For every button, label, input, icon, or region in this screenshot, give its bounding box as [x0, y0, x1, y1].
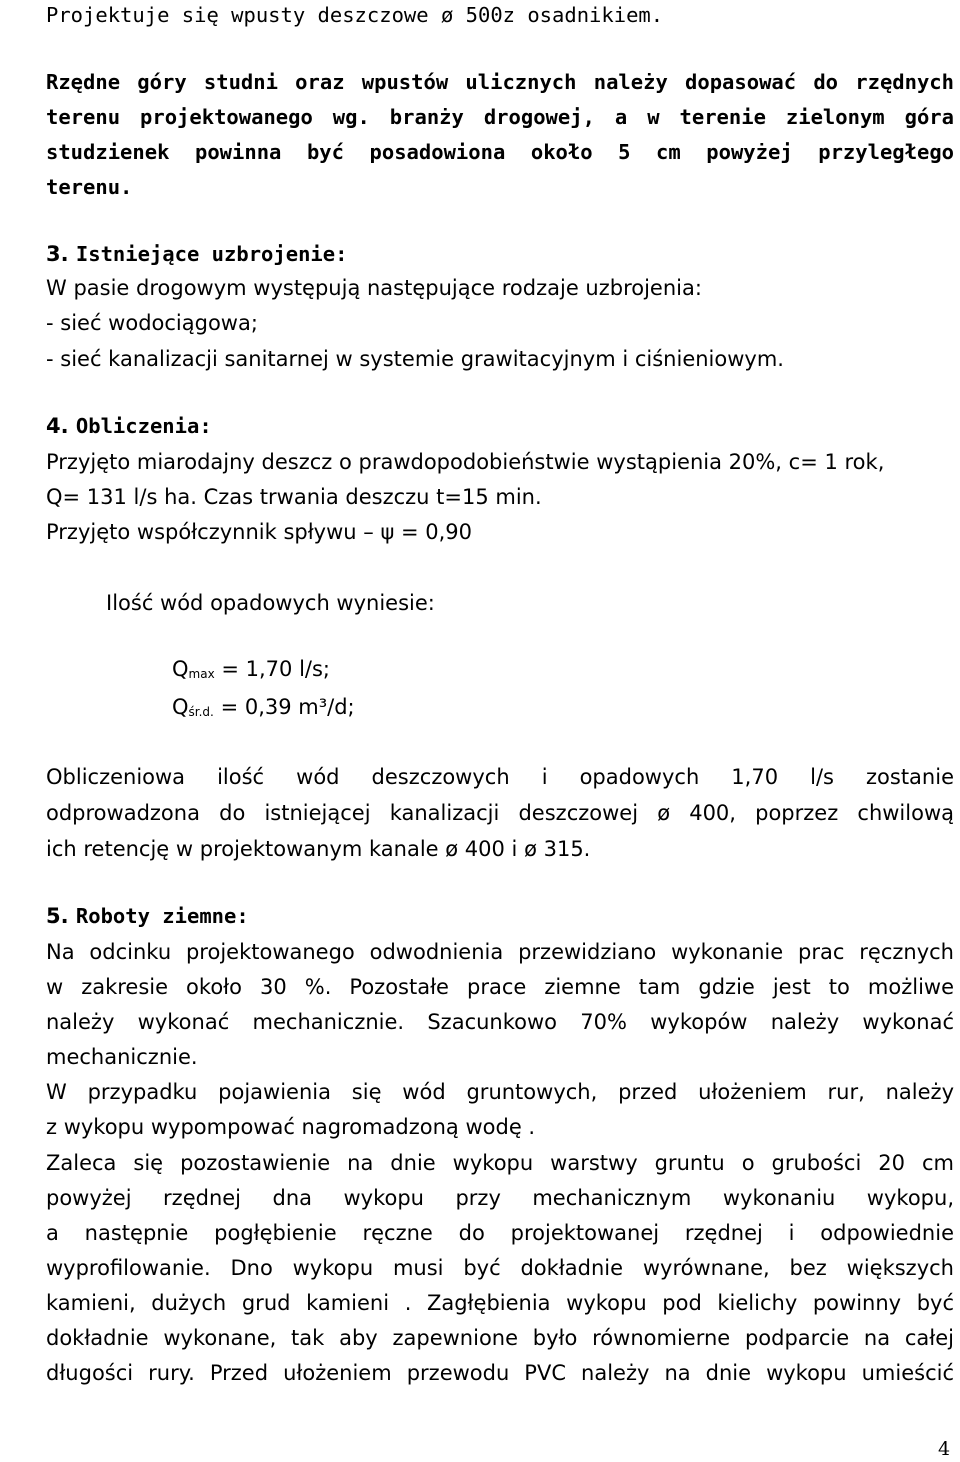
section-5-line-10: wyprofilowanie. Dno wykopu musi być dokładnie wyrównane, bez większych [46, 1256, 954, 1280]
conclusion-line-1: Obliczeniowa ilość wód deszczowych i opadowych 1,70 l/s zostanie [46, 765, 954, 789]
section-3-title: Istniejące uzbrojenie: [75, 242, 348, 266]
qmax-subscript: max [188, 667, 215, 681]
section-5-line-5: W przypadku pojawienia się wód gruntowych, przed ułożeniem rur, należy [46, 1080, 954, 1104]
qsr-subscript: śr.d. [188, 705, 214, 719]
section-5-line-9: a następnie pogłębienie ręczne do projektowanej rzędnej i odpowiednie [46, 1221, 954, 1245]
qmax-symbol: Q [172, 657, 189, 681]
section-5-line-7: Zaleca się pozostawienie na dnie wykopu warstwy gruntu o grubości 20 cm [46, 1151, 954, 1175]
section-4-title: Obliczenia: [75, 414, 212, 438]
section-3-line-1: W pasie drogowym występują następujące rodzaje uzbrojenia: [46, 276, 702, 300]
intro-line-5: terenu. [46, 175, 133, 199]
section-3-line-2: - sieć wodociągowa; [46, 311, 258, 335]
section-4-number: 4. [46, 414, 69, 438]
section-4-line-2: Q= 131 l/s ha. Czas trwania deszczu t=15 min. [46, 485, 542, 509]
section-4-line-3: Przyjęto współczynnik spływu – ψ = 0,90 [46, 520, 472, 544]
qsr-formula [172, 694, 355, 723]
qmax-formula [172, 656, 330, 685]
section-5-line-8: powyżej rzędnej dna wykopu przy mechanicznym wykonaniu wykopu, [46, 1186, 954, 1210]
section-3-number: 3. [46, 242, 69, 266]
page-number: 4 [938, 1438, 951, 1460]
rainwater-subheading: Ilość wód opadowych wyniesie: [106, 591, 435, 615]
conclusion-line-2: odprowadzona do istniejącej kanalizacji deszczowej ø 400, poprzez chwilową [46, 801, 954, 825]
section-5-heading [46, 903, 249, 929]
qsr-symbol: Q [172, 695, 189, 719]
intro-line-4: studzienek powinna być posadowiona około 5 cm powyżej przyległego [46, 140, 954, 164]
section-5-line-1: Na odcinku projektowanego odwodnienia przewidziano wykonanie prac ręcznych [46, 940, 954, 964]
section-3-line-3: - sieć kanalizacji sanitarnej w systemie grawitacyjnym i ciśnieniowym. [46, 347, 784, 371]
section-5-number: 5. [46, 904, 69, 928]
section-5-line-13: długości rury. Przed ułożeniem przewodu PVC należy na dnie wykopu umieścić [46, 1361, 954, 1385]
conclusion-line-3: ich retencję w projektowanym kanale ø 400 i ø 315. [46, 837, 591, 861]
section-5-line-2: w zakresie około 30 %. Pozostałe prace ziemne tam gdzie jest to możliwe [46, 975, 954, 999]
section-5-title: Roboty ziemne: [75, 904, 249, 928]
intro-line-2: Rzędne góry studni oraz wpustów ulicznych należy dopasować do rzędnych [46, 70, 954, 94]
section-5-line-4: mechanicznie. [46, 1045, 198, 1069]
section-5-line-12: dokładnie wykonane, tak aby zapewnione było równomierne podparcie na całej [46, 1326, 954, 1350]
section-5-line-3: należy wykonać mechanicznie. Szacunkowo 70% wykopów należy wykonać [46, 1010, 954, 1034]
qsr-value: = 0,39 m³/d; [220, 695, 355, 719]
section-3-heading [46, 241, 347, 267]
section-5-line-6: z wykopu wypompować nagromadzoną wodę . [46, 1115, 536, 1139]
section-4-line-1: Przyjęto miarodajny deszcz o prawdopodobieństwie wystąpienia 20%, c= 1 rok, [46, 450, 885, 474]
section-4-heading [46, 413, 212, 439]
intro-line-1: Projektuje się wpusty deszczowe ø 500z osadnikiem. [46, 3, 664, 27]
section-5-line-11: kamieni, dużych grud kamieni . Zagłębienia wykopu pod kielichy powinny być [46, 1291, 954, 1315]
qmax-value: = 1,70 l/s; [221, 657, 331, 681]
intro-line-3: terenu projektowanego wg. branży drogowej, a w terenie zielonym góra [46, 105, 954, 129]
